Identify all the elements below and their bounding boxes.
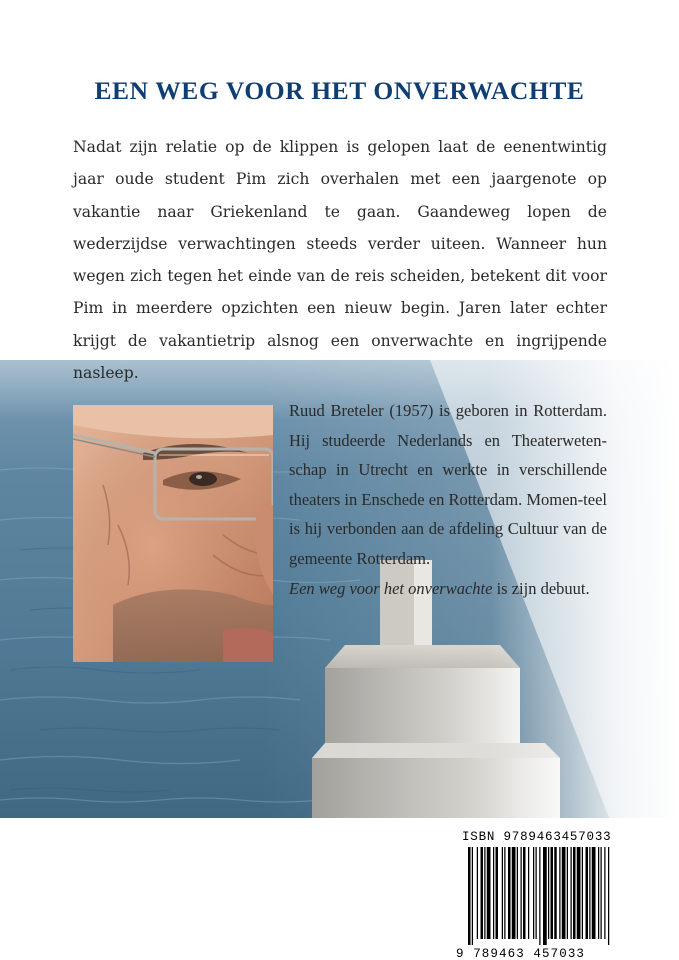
debut-title: Een weg voor het onverwachte	[289, 578, 493, 598]
barcode-bar	[477, 847, 478, 939]
book-title: EEN WEG VOOR HET ONVERWACHTE	[94, 76, 585, 105]
barcode-bar	[493, 847, 494, 939]
isbn-label: ISBN 9789463457033	[462, 830, 612, 844]
barcode-bar	[598, 847, 599, 939]
barcode-bar	[508, 847, 511, 939]
barcode-bar	[554, 847, 557, 939]
barcode-bar	[567, 847, 568, 939]
barcode-bar	[573, 847, 576, 939]
barcode-bar	[523, 847, 526, 939]
barcode-bar	[468, 847, 471, 945]
barcode-bar	[589, 847, 590, 939]
barcode-bar	[481, 847, 484, 939]
barcode-bar	[551, 847, 554, 939]
barcode-bar	[559, 847, 560, 939]
barcode-bar	[604, 847, 605, 939]
debut-line	[289, 574, 607, 604]
barcode-bar	[592, 847, 596, 939]
barcode-bar	[517, 847, 518, 939]
barcode-bar	[504, 847, 505, 939]
barcode-bar	[601, 847, 602, 939]
barcode-bar	[502, 847, 503, 939]
barcode-bar	[543, 847, 547, 945]
synopsis: Nadat zijn relatie op de klippen is gelopen laat de eenentwintig jaar oude student Pim zich overhalen met een jaargenote op vakantie naar Griekenland te gaan. Gaandeweg lopen de wederzijdse verwachtingen steeds verder uiteen. Wanneer hun wegen zich tegen het einde van de reis scheiden, betekent dit voor Pim in meerdere opzichten een nieuw begin. Jaren later echter krijgt de vakantietrip alsnog een onverwachte en ingrijpende nasleep.	[73, 138, 607, 383]
barcode-bar	[521, 847, 522, 939]
bio-text: Ruud Breteler (1957) is geboren in Rotterdam. Hij studeerde Nederlands en Theaterweten-schap in Utrecht en werkte in verschillende theaters in Enschede en Rotterdam. Momen-teel is hij verbonden aan de afdeling Cultuur van de gemeente Rotterdam.	[289, 401, 607, 568]
barcode-bar	[512, 847, 516, 939]
barcode-bar	[484, 847, 485, 939]
barcode-bar	[586, 847, 589, 939]
barcode-bar	[487, 847, 491, 939]
barcode-bar	[528, 847, 529, 939]
barcode-bar	[548, 847, 549, 939]
author-photo	[73, 405, 273, 662]
barcode-bar	[536, 847, 537, 939]
barcode-bar	[539, 847, 540, 945]
barcode-bar	[562, 847, 566, 939]
barcode-bar	[496, 847, 499, 939]
isbn-barcode	[454, 825, 679, 960]
author-bio	[289, 396, 607, 603]
debut-suffix: is zijn debuut.	[492, 578, 590, 598]
barcode-bar	[472, 847, 473, 945]
barcode-bar	[571, 847, 572, 939]
barcode-bar	[577, 847, 581, 939]
barcode-bar	[608, 847, 609, 945]
isbn-digits: 9 789463 457033	[456, 947, 586, 960]
barcode-bar	[582, 847, 583, 939]
barcode-bars	[468, 847, 609, 945]
barcode-bar	[533, 847, 534, 939]
